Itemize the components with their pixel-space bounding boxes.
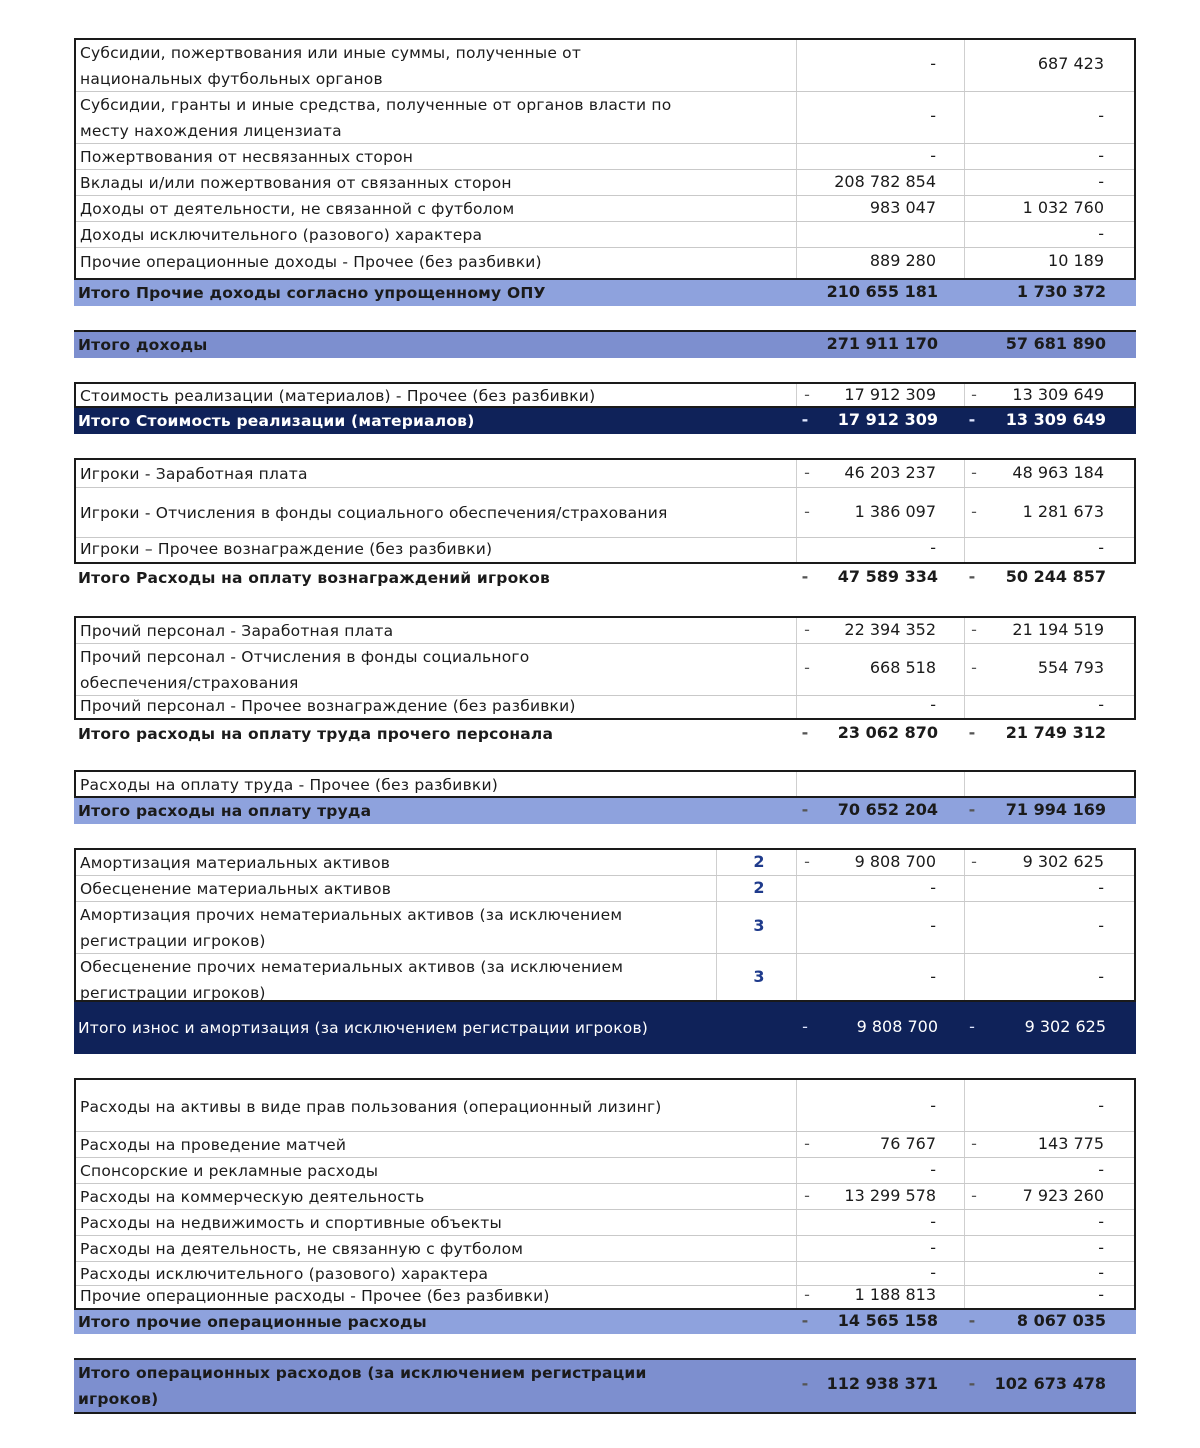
sign-prior: - [971,385,977,404]
table-row [76,460,1134,488]
value-current: 1 386 097 [854,502,936,521]
value-current: 1 188 813 [854,1285,936,1304]
table-row [76,170,1134,196]
total-current: 210 655 181 [826,282,938,301]
sign-prior: - [968,410,976,429]
note-reference: 3 [753,916,765,935]
sign-current: - [804,658,810,677]
total-prior: 8 067 035 [1016,1311,1106,1330]
sign-prior: - [971,463,977,482]
sign-current: - [802,1017,808,1036]
value-prior: - [1098,695,1104,714]
depreciation-section [74,848,1136,1002]
value-prior: 10 189 [1048,251,1104,270]
total-label: Итого Расходы на оплату вознаграждений игроков [78,569,550,587]
note-reference: 2 [753,878,765,897]
sign-current: - [804,852,810,871]
value-current: - [930,1238,936,1257]
table-row [76,618,1134,644]
other-income-total-row [74,280,1136,306]
table-row [76,144,1134,170]
sign-current: - [804,620,810,639]
value-prior: - [1098,1096,1104,1115]
value-prior: 1 032 760 [1022,198,1104,217]
total-current: 112 938 371 [826,1374,938,1393]
other-income-section [74,38,1136,280]
value-prior: 687 423 [1037,54,1104,73]
value-current: 22 394 352 [844,620,936,639]
total-opex-row [74,1358,1136,1414]
total-current: 23 062 870 [837,723,938,742]
row-label: Расходы на проведение матчей [80,1136,347,1154]
players-section [74,458,1136,564]
value-current: 983 047 [869,198,936,217]
value-current: 76 767 [880,1134,936,1153]
note-reference: 2 [753,852,765,871]
sign-current: - [801,567,809,586]
table-row [76,196,1134,222]
column-divider [796,772,797,796]
total-income-row [74,330,1136,358]
sign-current: - [801,1374,809,1393]
value-prior: - [1098,1263,1104,1282]
table-row [76,488,1134,538]
table-row [76,1184,1134,1210]
value-current: 13 299 578 [844,1186,936,1205]
sign-current: - [801,410,809,429]
value-prior: - [1098,146,1104,165]
value-current: - [930,916,936,935]
total-prior: 1 730 372 [1016,282,1106,301]
row-label: Пожертвования от несвязанных сторон [80,148,414,166]
total-prior: 50 244 857 [1005,567,1106,586]
row-label: Игроки - Заработная плата [80,465,308,483]
row-label: Расходы исключительного (разового) характера [80,1265,489,1283]
row-label: Игроки – Прочее вознаграждение (без разбивки) [80,540,493,558]
sign-current: - [804,1285,810,1304]
total-prior: 57 681 890 [1005,334,1106,353]
total-current: 14 565 158 [837,1311,938,1330]
row-label: Расходы на недвижимость и спортивные объекты [80,1214,502,1232]
total-label: Итого прочие операционные расходы [78,1313,427,1331]
table-row [76,222,1134,248]
sign-prior: - [969,1017,975,1036]
table-row [76,902,1134,954]
value-current: - [930,1263,936,1282]
sign-prior: - [971,502,977,521]
sign-current: - [804,1134,810,1153]
total-prior: 13 309 649 [1005,410,1106,429]
value-current: - [930,106,936,125]
value-current: - [930,878,936,897]
sign-prior: - [968,567,976,586]
total-current: 70 652 204 [837,800,938,819]
value-prior: 48 963 184 [1012,463,1104,482]
value-current: 9 808 700 [854,852,936,871]
total-current: 47 589 334 [837,567,938,586]
sign-current: - [801,1311,809,1330]
total-label: Итого износ и амортизация (за исключением регистрации игроков) [78,1019,649,1037]
value-current: 17 912 309 [844,385,936,404]
total-label: Итого доходы [78,336,208,354]
sign-prior: - [968,1311,976,1330]
row-label: Субсидии, пожертвования или иные суммы, полученные от национальных футбольных органов [80,44,582,88]
sign-current: - [801,800,809,819]
table-row [76,644,1134,696]
value-current: - [930,1160,936,1179]
table-row [76,248,1134,276]
sign-current: - [804,385,810,404]
table-row [76,1210,1134,1236]
sign-prior: - [971,1186,977,1205]
sign-current: - [804,1186,810,1205]
row-label: Амортизация прочих нематериальных активов (за исключением регистрации игроков) [80,906,623,950]
value-prior: 13 309 649 [1012,385,1104,404]
total-label: Итого Прочие доходы согласно упрощенному ОПУ [78,284,546,302]
table-row [76,1158,1134,1184]
table-row [76,40,1134,92]
cost-of-sales-section [74,382,1136,408]
value-prior: 554 793 [1037,658,1104,677]
row-label: Доходы исключительного (разового) характера [80,226,483,244]
value-current: - [930,538,936,557]
other-opex-total-row [74,1310,1136,1334]
row-label: Доходы от деятельности, не связанной с футболом [80,200,515,218]
row-label: Расходы на деятельность, не связанную с футболом [80,1240,524,1258]
row-label: Прочие операционные доходы - Прочее (без разбивки) [80,253,542,271]
total-prior: 9 302 625 [1024,1017,1106,1036]
row-label: Стоимость реализации (материалов) - Прочее (без разбивки) [80,387,596,405]
value-prior: - [1098,1212,1104,1231]
table-row [76,1080,1134,1132]
labour-section [74,770,1136,798]
total-prior: 21 749 312 [1005,723,1106,742]
value-current: - [930,146,936,165]
table-row [76,954,1134,1004]
column-divider [964,772,965,796]
row-label: Прочий персонал - Отчисления в фонды социального обеспечения/страхования [80,648,530,692]
row-label: Амортизация материальных активов [80,854,391,872]
value-prior: - [1098,172,1104,191]
value-prior: 1 281 673 [1022,502,1104,521]
sign-prior: - [971,1134,977,1153]
total-label: Итого операционных расходов (за исключением регистрации игроков) [78,1364,647,1408]
labour-total-row [74,798,1136,824]
sign-current: - [804,502,810,521]
other-opex-section [74,1078,1136,1310]
value-prior: 143 775 [1037,1134,1104,1153]
row-label: Прочий персонал - Прочее вознаграждение (без разбивки) [80,697,576,715]
value-prior: - [1098,916,1104,935]
table-row [76,876,1134,902]
value-current: 46 203 237 [844,463,936,482]
row-label: Расходы на коммерческую деятельность [80,1188,425,1206]
value-current: - [930,1212,936,1231]
total-current: 17 912 309 [837,410,938,429]
table-row [76,92,1134,144]
sign-prior: - [968,723,976,742]
table-row [76,1236,1134,1262]
total-current: 9 808 700 [856,1017,938,1036]
note-reference: 3 [753,967,765,986]
table-row [76,1286,1134,1308]
table-row [76,696,1134,718]
value-current: - [930,695,936,714]
value-prior: 7 923 260 [1022,1186,1104,1205]
row-label: Спонсорские и рекламные расходы [80,1162,379,1180]
value-prior: - [1098,106,1104,125]
value-prior: - [1098,1285,1104,1304]
value-prior: - [1098,538,1104,557]
row-label: Расходы на активы в виде прав пользования (операционный лизинг) [80,1098,662,1116]
value-current: 889 280 [869,251,936,270]
value-prior: 21 194 519 [1012,620,1104,639]
value-prior: - [1098,224,1104,243]
staff-total-row [74,720,1136,748]
table-row [76,538,1134,562]
row-label: Расходы на оплату труда - Прочее (без разбивки) [80,776,498,794]
depreciation-total-row [74,1002,1136,1054]
staff-section [74,616,1136,720]
value-current: - [930,967,936,986]
row-label: Прочий персонал - Заработная плата [80,622,394,640]
players-total-row [74,564,1136,592]
total-label: Итого Стоимость реализации (материалов) [78,412,475,430]
value-prior: 9 302 625 [1022,852,1104,871]
sign-current: - [801,723,809,742]
row-label: Прочие операционные расходы - Прочее (без разбивки) [80,1287,550,1305]
sign-prior: - [971,620,977,639]
row-label: Обесценение прочих нематериальных активов (за исключением регистрации игроков) [80,958,624,1002]
total-prior: 71 994 169 [1005,800,1106,819]
row-label: Субсидии, гранты и иные средства, полученные от органов власти по месту нахождения лицензиата [80,96,672,140]
row-label: Игроки - Отчисления в фонды социального обеспечения/страхования [80,504,668,522]
value-current: - [930,54,936,73]
row-label: Вклады и/или пожертвования от связанных сторон [80,174,512,192]
table-row [76,850,1134,876]
value-prior: - [1098,878,1104,897]
sign-prior: - [968,800,976,819]
value-current: 668 518 [869,658,936,677]
value-prior: - [1098,1238,1104,1257]
row-label: Обесценение материальных активов [80,880,392,898]
value-current: - [930,1096,936,1115]
sign-prior: - [971,852,977,871]
total-prior: 102 673 478 [994,1374,1106,1393]
value-current: 208 782 854 [834,172,936,191]
cost-of-sales-total-row [74,408,1136,434]
sign-current: - [804,463,810,482]
sign-prior: - [968,1374,976,1393]
value-prior: - [1098,1160,1104,1179]
sign-prior: - [971,658,977,677]
value-prior: - [1098,967,1104,986]
total-label: Итого расходы на оплату труда [78,802,372,820]
total-current: 271 911 170 [826,334,938,353]
table-row [76,1132,1134,1158]
total-label: Итого расходы на оплату труда прочего персонала [78,725,554,743]
